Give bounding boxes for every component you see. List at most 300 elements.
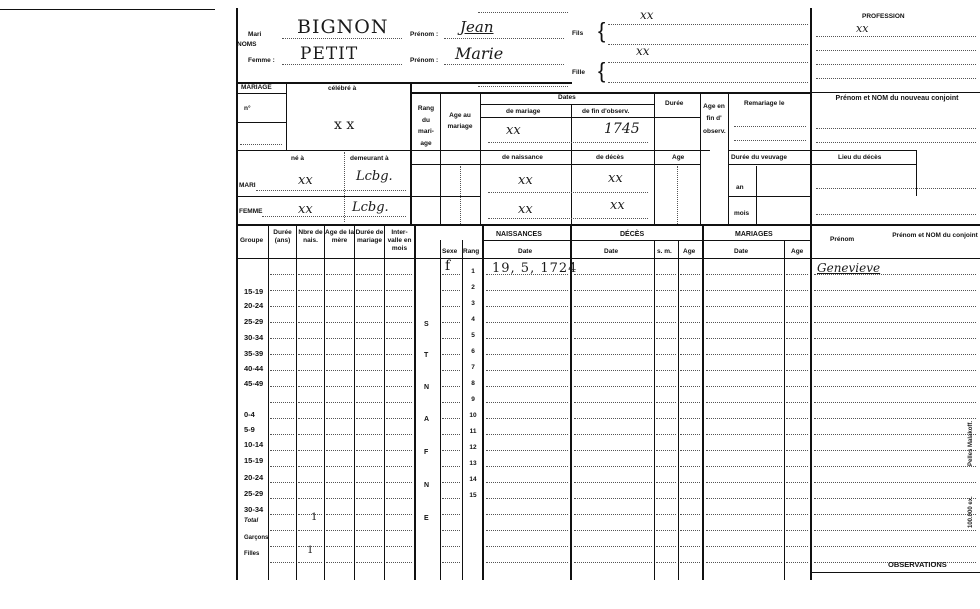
row-writing-line: [786, 530, 808, 531]
row-writing-line: [706, 306, 782, 307]
row-writing-line: [656, 418, 676, 419]
row-writing-line: [574, 338, 652, 339]
row-writing-line: [574, 370, 652, 371]
form-right-divider: [810, 8, 812, 580]
fils-mark: xx: [640, 8, 654, 22]
mari-deces-mark: xx: [608, 171, 623, 186]
row-writing-line: [298, 450, 322, 451]
row-writing-line: [326, 466, 352, 467]
femme-naissance-mark: xx: [518, 202, 533, 217]
mois-label: mois: [734, 210, 750, 217]
row-writing-line: [356, 466, 382, 467]
row-writing-line: [706, 386, 782, 387]
row-writing-line: [814, 498, 976, 499]
row-writing-line: [814, 482, 976, 483]
row-writing-line: [442, 290, 460, 291]
row-writing-line: [656, 434, 676, 435]
row-writing-line: [486, 290, 568, 291]
row-writing-line: [386, 530, 412, 531]
ne-label: né à: [291, 155, 305, 162]
row-writing-line: [680, 562, 700, 563]
row-writing-line: [680, 322, 700, 323]
nbre-naiss-label: Nbre de nais.: [298, 229, 323, 244]
fils-brace: {: [598, 18, 606, 43]
row-writing-line: [442, 274, 460, 275]
sexe-label: Sexe: [442, 248, 458, 255]
row-writing-line: [656, 274, 676, 275]
row-writing-line: [356, 354, 382, 355]
row-writing-line: [574, 306, 652, 307]
age-col-label: Age: [672, 154, 685, 161]
rank-13: 13: [469, 460, 477, 467]
husband-surname: BIGNON: [297, 16, 389, 38]
row-writing-line: [706, 418, 782, 419]
row-writing-line: [356, 418, 382, 419]
row-writing-line: [298, 562, 322, 563]
row-writing-line: [574, 514, 652, 515]
row-writing-line: [442, 450, 460, 451]
row-writing-line: [706, 434, 782, 435]
row-writing-line: [386, 306, 412, 307]
row-writing-line: [486, 546, 568, 547]
row-writing-line: [298, 418, 322, 419]
row-writing-line: [786, 322, 808, 323]
demeurant-label: demeurant à: [350, 155, 389, 162]
groupe-label: Groupe: [240, 237, 264, 244]
row-writing-line: [786, 290, 808, 291]
group-label-6: 40-44: [244, 364, 264, 373]
row-writing-line: [386, 466, 412, 467]
row-writing-line: [706, 402, 782, 403]
dates-top-rule: [410, 92, 810, 94]
garcons-label: Garçons: [244, 535, 269, 541]
row-writing-line: [574, 322, 652, 323]
duree-mariage-label: Durée de mariage: [355, 229, 384, 244]
rank-6: 6: [471, 348, 475, 355]
row-writing-line: [814, 322, 976, 323]
row-writing-line: [386, 290, 412, 291]
duree-ans-label: Durée (ans): [273, 229, 292, 244]
row-writing-line: [814, 354, 976, 355]
row-writing-line: [386, 370, 412, 371]
row-writing-line: [786, 274, 808, 275]
femme-label: Femme :: [248, 57, 275, 64]
row-writing-line: [326, 306, 352, 307]
rang-mariage-label: Rang du mari-age: [417, 105, 435, 148]
row-writing-line: [270, 562, 294, 563]
group-label-11: 15-19: [244, 456, 264, 465]
remariage-label: Remariage le: [744, 100, 785, 107]
row-writing-line: [442, 322, 460, 323]
row-writing-line: [270, 306, 294, 307]
margin-rule: [0, 9, 215, 10]
row-writing-line: [270, 450, 294, 451]
row-writing-line: [706, 514, 782, 515]
sm-label: s. m.: [657, 248, 672, 255]
row-writing-line: [486, 338, 568, 339]
row-writing-line: [786, 546, 808, 547]
profession-label: PROFESSION: [862, 13, 905, 20]
row-writing-line: [270, 546, 294, 547]
enfant-prenom-label: Prénom: [830, 236, 855, 243]
row-writing-line: [656, 482, 676, 483]
row-writing-line: [486, 402, 568, 403]
row-writing-line: [574, 434, 652, 435]
row-writing-line: [706, 338, 782, 339]
row-writing-line: [814, 530, 976, 531]
row-writing-line: [326, 498, 352, 499]
row-writing-line: [356, 290, 382, 291]
row-writing-line: [298, 466, 322, 467]
wife-firstname: Marie: [455, 44, 504, 63]
rank-7: 7: [471, 364, 475, 371]
row-writing-line: [386, 498, 412, 499]
row-writing-line: [442, 370, 460, 371]
filles-label: Filles: [244, 551, 260, 557]
femme-demeurant: Lcbg.: [352, 200, 389, 215]
row-writing-line: [786, 338, 808, 339]
group-label-12: 20-24: [244, 473, 264, 482]
nouveau-conjoint-label: Prénom et NOM du nouveau conjoint: [835, 95, 959, 102]
row-writing-line: [680, 530, 700, 531]
row-writing-line: [786, 498, 808, 499]
rank-2: 2: [471, 284, 475, 291]
row-writing-line: [706, 370, 782, 371]
row-writing-line: [786, 370, 808, 371]
enfants-letter-1: E: [424, 515, 429, 522]
row-writing-line: [574, 402, 652, 403]
row-writing-line: [656, 514, 676, 515]
child1-sexe: f: [445, 258, 451, 274]
row-writing-line: [270, 322, 294, 323]
row-writing-line: [706, 322, 782, 323]
row-writing-line: [656, 498, 676, 499]
rank-12: 12: [469, 444, 477, 451]
group-label-14: 30-34: [244, 505, 264, 514]
row-writing-line: [326, 434, 352, 435]
row-writing-line: [298, 434, 322, 435]
row-writing-line: [442, 354, 460, 355]
row-writing-line: [270, 402, 294, 403]
row-writing-line: [356, 402, 382, 403]
group-label-8: 0-4: [244, 410, 255, 419]
row-writing-line: [680, 290, 700, 291]
row-writing-line: [356, 562, 382, 563]
row-writing-line: [814, 274, 976, 275]
row-writing-line: [656, 466, 676, 467]
rank-4: 4: [471, 316, 475, 323]
row-writing-line: [706, 354, 782, 355]
row-writing-line: [786, 306, 808, 307]
row-writing-line: [574, 418, 652, 419]
mariages-age-label: Age: [791, 248, 804, 255]
noms-label: NOMS: [237, 41, 257, 48]
row-writing-line: [574, 482, 652, 483]
enfants-letter-7: S: [424, 321, 429, 328]
row-writing-line: [270, 370, 294, 371]
row-writing-line: [814, 514, 976, 515]
row-writing-line: [270, 418, 294, 419]
row-writing-line: [680, 354, 700, 355]
mariages-date-label: Date: [734, 248, 749, 255]
row-writing-line: [270, 274, 294, 275]
row-writing-line: [326, 530, 352, 531]
rank-10: 10: [469, 412, 477, 419]
row-writing-line: [326, 514, 352, 515]
row-writing-line: [656, 450, 676, 451]
dates-label: Dates: [558, 94, 576, 101]
row-writing-line: [574, 386, 652, 387]
row-writing-line: [656, 322, 676, 323]
row-writing-line: [298, 306, 322, 307]
row-writing-line: [706, 482, 782, 483]
mari-row-label: MARI: [239, 182, 256, 189]
child1-birth-date: 19, 5, 1724: [492, 261, 578, 276]
row-writing-line: [270, 498, 294, 499]
enfants-letter-4: A: [424, 416, 430, 423]
row-writing-line: [656, 402, 676, 403]
row-writing-line: [656, 546, 676, 547]
row-writing-line: [574, 530, 652, 531]
rank-11: 11: [469, 428, 477, 435]
row-writing-line: [486, 434, 568, 435]
row-writing-line: [298, 354, 322, 355]
row-writing-line: [442, 562, 460, 563]
row-writing-line: [356, 386, 382, 387]
total-mark: 1: [311, 512, 318, 523]
row-writing-line: [680, 370, 700, 371]
row-writing-line: [706, 546, 782, 547]
row-writing-line: [574, 546, 652, 547]
row-writing-line: [298, 482, 322, 483]
row-writing-line: [386, 322, 412, 323]
husband-firstname: Jean: [460, 18, 494, 36]
row-writing-line: [786, 418, 808, 419]
row-writing-line: [386, 434, 412, 435]
row-writing-line: [786, 434, 808, 435]
row-writing-line: [680, 402, 700, 403]
row-writing-line: [486, 514, 568, 515]
row-writing-line: [706, 498, 782, 499]
row-writing-line: [486, 530, 568, 531]
row-writing-line: [656, 386, 676, 387]
row-writing-line: [386, 386, 412, 387]
child1-prenom: Genevieve: [817, 261, 881, 275]
row-writing-line: [442, 498, 460, 499]
row-writing-line: [326, 370, 352, 371]
row-writing-line: [442, 402, 460, 403]
row-writing-line: [356, 338, 382, 339]
group-label-3: 25-29: [244, 317, 264, 326]
row-writing-line: [386, 482, 412, 483]
row-writing-line: [706, 530, 782, 531]
celebre-label: célébré à: [328, 85, 357, 92]
de-mariage-label: de mariage: [506, 108, 541, 115]
row-writing-line: [356, 514, 382, 515]
row-writing-line: [442, 418, 460, 419]
lieu-deces-label: Lieu du décès: [838, 154, 882, 161]
row-writing-line: [270, 434, 294, 435]
row-writing-line: [814, 434, 976, 435]
deces-date-label: Date: [604, 248, 619, 255]
row-writing-line: [486, 386, 568, 387]
row-writing-line: [298, 322, 322, 323]
row-writing-line: [706, 466, 782, 467]
age-fin-label: Age en fin d' observ.: [703, 103, 726, 135]
row-writing-line: [298, 546, 322, 547]
row-writing-line: [442, 434, 460, 435]
rank-15: 15: [469, 492, 477, 499]
enfants-letter-2: N: [424, 482, 430, 489]
row-writing-line: [270, 530, 294, 531]
row-writing-line: [270, 466, 294, 467]
row-writing-line: [656, 306, 676, 307]
row-writing-line: [814, 450, 976, 451]
row-writing-line: [786, 386, 808, 387]
rank-14: 14: [469, 476, 477, 483]
row-writing-line: [706, 450, 782, 451]
row-writing-line: [680, 338, 700, 339]
row-writing-line: [786, 450, 808, 451]
profession-mark: xx: [856, 22, 869, 35]
enfants-letter-5: N: [424, 384, 430, 391]
wife-surname: PETIT: [300, 44, 359, 64]
mari-naissance-mark: xx: [518, 173, 533, 188]
row-writing-line: [656, 354, 676, 355]
middle-bottom-rule: [236, 224, 980, 226]
row-writing-line: [326, 546, 352, 547]
an-label: an: [736, 184, 744, 191]
group-label-10: 10-14: [244, 440, 264, 449]
row-writing-line: [442, 338, 460, 339]
row-writing-line: [326, 418, 352, 419]
row-writing-line: [814, 370, 976, 371]
de-deces-label: de décès: [596, 154, 624, 161]
row-writing-line: [326, 322, 352, 323]
row-writing-line: [356, 546, 382, 547]
row-writing-line: [442, 306, 460, 307]
publisher-imprint: Pelles Malakoff.: [968, 420, 974, 466]
rank-3: 3: [471, 300, 475, 307]
de-naissance-label: de naissance: [502, 154, 543, 161]
row-writing-line: [326, 562, 352, 563]
row-writing-line: [814, 466, 976, 467]
rank-8: 8: [471, 380, 475, 387]
row-writing-line: [656, 290, 676, 291]
total-label: Total: [244, 518, 259, 524]
date-mariage-mark: xx: [506, 123, 521, 138]
row-writing-line: [574, 466, 652, 467]
observations-label: OBSERVATIONS: [888, 560, 947, 569]
mari-ne: xx: [298, 173, 313, 188]
row-writing-line: [680, 514, 700, 515]
wife-prenom-label: Prénom :: [410, 57, 439, 64]
fils-label: Fils: [572, 30, 584, 37]
group-label-2: 20-24: [244, 301, 264, 310]
deces-label: DÉCÈS: [620, 231, 645, 238]
group-label-5: 35-39: [244, 349, 264, 358]
row-writing-line: [442, 482, 460, 483]
row-writing-line: [486, 322, 568, 323]
row-writing-line: [386, 402, 412, 403]
row-writing-line: [298, 530, 322, 531]
row-writing-line: [680, 450, 700, 451]
age-mariage-label: Age au mariage: [447, 112, 473, 131]
fils-mark-2: xx: [636, 44, 650, 58]
group-label-4: 30-34: [244, 333, 264, 342]
femme-row-label: FEMME: [239, 208, 263, 215]
row-writing-line: [574, 562, 652, 563]
row-writing-line: [814, 546, 976, 547]
row-writing-line: [298, 274, 322, 275]
row-writing-line: [486, 482, 568, 483]
row-writing-line: [356, 498, 382, 499]
de-fin-label: de fin d'observ.: [582, 108, 630, 115]
print-run: 100.000 ex.: [968, 496, 974, 528]
duree-label: Durée: [665, 100, 684, 107]
row-writing-line: [486, 466, 568, 467]
group-label-13: 25-29: [244, 489, 264, 498]
row-writing-line: [656, 530, 676, 531]
date-fin-observation: 1745: [604, 121, 640, 137]
row-writing-line: [486, 450, 568, 451]
row-writing-line: [386, 562, 412, 563]
fille-brace: {: [598, 58, 606, 83]
row-writing-line: [814, 338, 976, 339]
row-writing-line: [386, 274, 412, 275]
enfants-letter-3: F: [424, 449, 429, 456]
group-label-9: 5-9: [244, 425, 255, 434]
rang-label: Rang: [463, 248, 480, 255]
row-writing-line: [574, 274, 652, 275]
naissances-label: NAISSANCES: [496, 231, 542, 238]
row-writing-line: [326, 450, 352, 451]
age-mere-label: Age de la mère: [325, 229, 354, 244]
row-writing-line: [442, 514, 460, 515]
row-writing-line: [486, 562, 568, 563]
row-writing-line: [706, 562, 782, 563]
row-writing-line: [680, 434, 700, 435]
group-label-1: 15-19: [244, 287, 264, 296]
enfants-letter-6: T: [424, 352, 429, 359]
row-writing-line: [298, 514, 322, 515]
row-writing-line: [814, 402, 976, 403]
row-writing-line: [326, 290, 352, 291]
row-writing-line: [656, 338, 676, 339]
row-writing-line: [386, 354, 412, 355]
row-writing-line: [486, 418, 568, 419]
row-writing-line: [486, 306, 568, 307]
row-writing-line: [356, 274, 382, 275]
row-writing-line: [326, 386, 352, 387]
row-writing-line: [386, 546, 412, 547]
row-writing-line: [356, 434, 382, 435]
row-writing-line: [356, 450, 382, 451]
row-writing-line: [656, 370, 676, 371]
row-writing-line: [270, 290, 294, 291]
row-writing-line: [814, 386, 976, 387]
row-writing-line: [680, 498, 700, 499]
husband-prenom-label: Prénom :: [410, 31, 439, 38]
femme-ne: xx: [298, 202, 313, 217]
rank-5: 5: [471, 332, 475, 339]
row-writing-line: [386, 418, 412, 419]
row-writing-line: [326, 354, 352, 355]
fille-label: Fille: [572, 69, 586, 76]
row-writing-line: [574, 450, 652, 451]
row-writing-line: [680, 466, 700, 467]
row-writing-line: [786, 466, 808, 467]
